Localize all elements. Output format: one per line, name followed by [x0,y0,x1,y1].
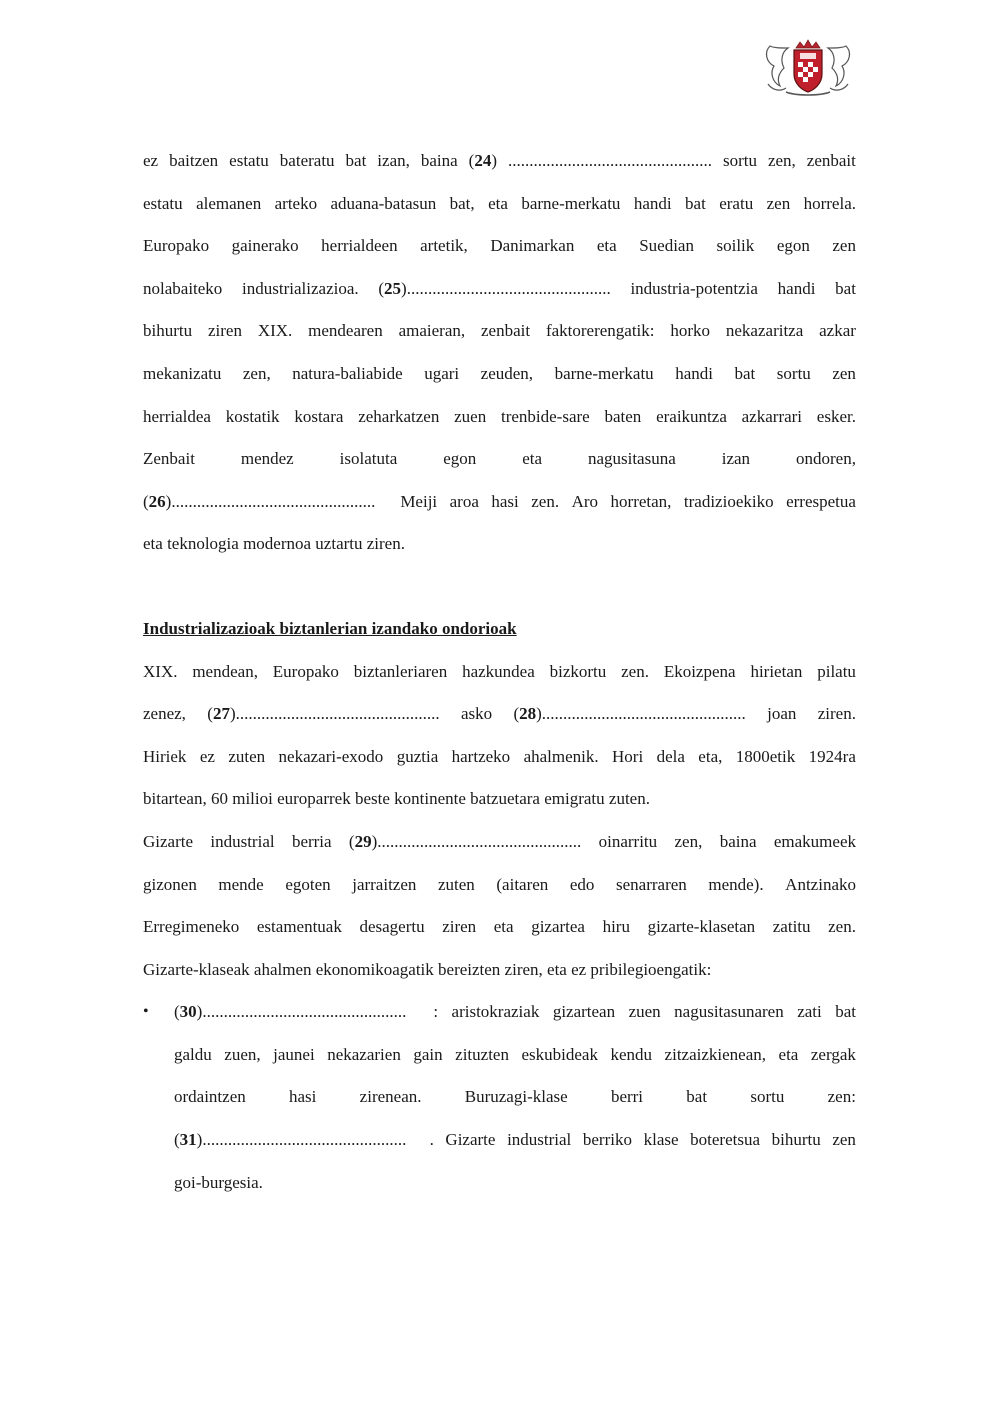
word: Suedian [639,236,694,256]
section-heading: Industrializazioak biztanlerian izandako ondorioak [143,618,517,638]
word: : [433,1002,439,1022]
word: zen. [621,661,649,681]
word: eta [596,236,617,256]
word: industrializazioa. [242,278,359,298]
word: ondoren, [795,449,856,469]
word: bat [686,1087,708,1107]
word: ziren. [817,704,856,724]
word: zen [832,1130,856,1150]
word: nekazari-exodo [278,746,384,766]
word: eta [488,193,508,213]
word: zen, [767,151,796,170]
word: Europako [143,236,210,256]
word: izan [721,449,751,469]
word: soilik [716,236,755,256]
word: alemanen [196,193,262,213]
word: zenez, [143,704,186,724]
word: zuen [454,406,487,426]
word: industrial [507,1130,572,1150]
word: ugari [424,363,460,383]
word: eta [778,1044,799,1064]
word: amaieran, [398,321,466,341]
word: zuten [437,874,475,894]
word: faktorerengatik: [545,321,655,341]
word: estamentuak [256,917,342,937]
word: zen, [674,831,703,851]
word: berriko [582,1130,632,1150]
word: sortu [722,151,757,170]
word: zituzten [455,1044,509,1064]
word: berria [291,831,332,851]
word: zitzaizkienean, [664,1044,767,1064]
word: bihurtu [771,1130,821,1150]
word: horko [670,321,711,341]
answer-blank[interactable]: (29)................................................ [348,831,582,851]
text-line [174,1119,856,1162]
word: Hori [612,746,644,766]
population-paragraph [143,651,856,821]
answer-blank[interactable]: (24) [468,151,498,170]
word: nekazaritza [725,321,804,341]
word: handi [675,363,713,383]
word: eta, [698,746,723,766]
word: zati [797,1002,822,1022]
word: jarraitzen [352,874,417,894]
text-line: goi-burgesia. [174,1172,263,1192]
word: dela [656,746,685,766]
text-line [143,396,856,439]
word: esker. [816,406,856,426]
text-line [143,268,856,311]
word: industria-potentzia [630,278,758,298]
word: zergak [810,1044,856,1064]
word: ................................................ [508,151,712,170]
word: barne-merkatu [521,193,621,213]
word: gainerako [231,236,299,256]
word: zen, [242,363,271,383]
word: industrial [210,831,275,851]
answer-blank[interactable]: (26)................................................ [143,491,376,511]
word: pilatu [817,661,856,681]
word: (aitaren [496,874,549,894]
word: nolabaiteko [143,278,223,298]
word: sortu [776,363,811,383]
text-line [174,1076,856,1119]
word: Antzinako [785,874,856,894]
word: emakumeek [773,831,856,851]
word: bat [835,1002,856,1022]
word: aduana-batasun [330,193,437,213]
text-line [143,651,856,694]
word: Gizarte [143,831,194,851]
word: ez [143,151,159,170]
text-line [143,906,856,949]
word: eratu [719,193,754,213]
word: Ekoizpena [663,661,736,681]
word: zuten [228,746,266,766]
word: mende [218,874,264,894]
word: hartzeko [451,746,511,766]
word: bat, [449,193,475,213]
word: zenbait [480,321,531,341]
word: Erregimeneko [143,917,240,937]
text-line [174,1034,856,1077]
word: XIX. [143,661,178,681]
bullet-marker: • [143,1003,149,1021]
word: egoten [285,874,331,894]
text-line [143,310,856,353]
document-body [143,140,856,1204]
text-line: Gizarte-klaseak ahalmen ekonomikoagatik bereizten ziren, eta ez pribilegioengatik: [143,959,712,979]
word: Meiji [400,491,438,511]
word: errespetua [786,491,856,511]
text-line [143,140,856,183]
word: baina [719,831,757,851]
coat-of-arms-icon [762,38,854,98]
text-line [143,438,856,481]
word: bat [685,193,706,213]
word: zuen, [224,1044,261,1064]
intro-paragraph [143,140,856,566]
word: bateratu [279,151,335,170]
word: Gizarte [445,1130,496,1150]
word: Buruzagi-klase [464,1087,568,1107]
bullet-text [174,991,856,1204]
word: aristokraziak [451,1002,540,1022]
word: guztia [396,746,439,766]
word: gizartean [552,1002,616,1022]
word: baina [420,151,458,170]
word: aroa [449,491,479,511]
word: mendez [240,449,294,469]
text-line [143,736,856,779]
word: zen [832,236,856,256]
word: zuen [628,1002,661,1022]
word: egon [776,236,810,256]
word: Danimarkan [490,236,575,256]
word: zen. [828,917,856,937]
word: estatu [143,193,183,213]
word: asko [460,704,493,724]
word: herrialdeen [321,236,398,256]
word: ahalmenik. [523,746,599,766]
word: zirenean. [359,1087,422,1107]
text-line [174,991,856,1034]
word: bat [734,363,756,383]
word: ziren [442,917,477,937]
word: hasi [491,491,519,511]
word: trenbide-sare [500,406,590,426]
text-line [143,693,856,736]
text-line [143,864,856,907]
word: hazkundea [462,661,535,681]
word: azkarrari [741,406,803,426]
word: natura-baliabide [292,363,403,383]
word: bihurtu [143,321,193,341]
word: hasi [289,1087,317,1107]
word: zeharkatzen [358,406,440,426]
word: Europako [272,661,339,681]
word: gain [413,1044,443,1064]
word: mekanizatu [143,363,222,383]
word: gizonen [143,874,197,894]
word: oinarritu [598,831,658,851]
word: zeuden, [480,363,534,383]
word: eskubideak [521,1044,598,1064]
text-line [143,481,856,524]
word: edo [569,874,595,894]
word: . [429,1130,434,1150]
word: isolatuta [339,449,398,469]
word: azkar [819,321,856,341]
word: 1924ra [808,746,856,766]
word: desagertu [359,917,425,937]
answer-blank[interactable]: (30)................................................ [174,1002,407,1022]
word: hirietan [750,661,803,681]
word: eta [493,917,514,937]
text-line [143,225,856,268]
word: 1800etik [735,746,796,766]
text-line: bitartean, 60 milioi europarrek beste kontinente batzuetara emigratu zuten. [143,789,650,809]
word: herrialdea [143,406,211,426]
answer-blank[interactable]: (25)................................................ [378,278,611,298]
word: baitzen [169,151,219,170]
bullet-list-item [143,991,856,1204]
text-line [143,183,856,226]
word: ordaintzen [174,1087,246,1107]
word: mendearen [308,321,383,341]
word: biztanleriaren [353,661,448,681]
word: zenbait [806,151,856,170]
text-line [143,353,856,396]
word: tradizioekiko [683,491,774,511]
word: eraikuntza [656,406,727,426]
word: bizkortu [549,661,607,681]
word: eta [522,449,543,469]
word: handi [777,278,816,298]
word: zen: [827,1087,856,1107]
answer-blank[interactable]: (27)................................................ [207,704,440,724]
word: sortu [750,1087,785,1107]
word: artetik, [420,236,468,256]
word: gizartea [531,917,585,937]
social-classes-paragraph [143,821,856,991]
word: senarraren [616,874,687,894]
word: klase [643,1130,679,1150]
word: Aro [571,491,599,511]
word: horrela. [803,193,856,213]
word: boteretsua [690,1130,760,1150]
word: jaunei [273,1044,315,1064]
word: galdu [174,1044,212,1064]
word: kendu [610,1044,653,1064]
text-line [143,821,856,864]
answer-blank[interactable]: (28)................................................ [513,704,746,724]
answer-blank[interactable]: (31)................................................ [174,1130,407,1150]
word: hiru [602,917,630,937]
word: baten [604,406,642,426]
word: Hiriek [143,746,187,766]
word: izan, [377,151,410,170]
word: gizarte-klasetan [647,917,756,937]
text-line: eta teknologia modernoa uztartu ziren. [143,534,405,554]
word: zen [766,193,791,213]
word: zatitu [772,917,811,937]
word: joan [767,704,797,724]
word: nagusitasunaren [674,1002,784,1022]
word: berri [610,1087,644,1107]
word: mendean, [192,661,258,681]
word: kostatik [225,406,280,426]
word: kostara [294,406,344,426]
word: zen. [531,491,560,511]
word: bat [835,278,856,298]
word: nagusitasuna [587,449,676,469]
word: horretan, [610,491,672,511]
word: barne-merkatu [554,363,654,383]
word: XIX. [257,321,293,341]
word: bat [345,151,367,170]
word: zen [832,363,856,383]
word: handi [633,193,672,213]
word: Zenbait [143,449,195,469]
word: egon [443,449,477,469]
word: estatu [229,151,269,170]
word: nekazarien [327,1044,401,1064]
word: ziren [207,321,242,341]
word: arteko [274,193,318,213]
word: mende). [708,874,764,894]
word: ez [199,746,215,766]
